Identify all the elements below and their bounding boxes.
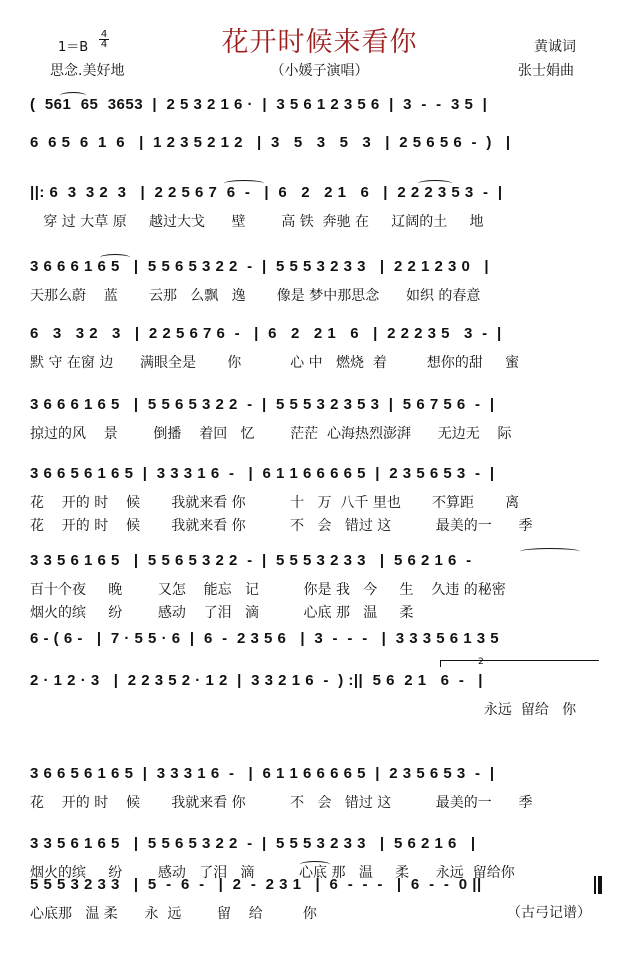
lyric-line: 天那么蔚 蓝 云那 么飘 逸 像是 梦中那思念 如织 的春意 bbox=[30, 288, 481, 304]
slur-mark bbox=[224, 180, 264, 187]
notation-line: ( 561 65 3653 | 2 5 3 2 1 6 · | 3 5 6 1 2 3 5 6 | 3 - - 3 5 | bbox=[30, 96, 488, 113]
lyric-line: 心底那 温 柔 永 远 留 给 你 bbox=[30, 906, 317, 922]
lyric-line-second-verse: 烟火的缤 纷 感动 了泪 滴 心底 那 温 柔 bbox=[30, 605, 414, 621]
transcriber-credit: （古弓记谱） bbox=[507, 905, 591, 921]
lyricist-credit: 黄诚词 bbox=[534, 39, 576, 55]
lyric-line: 永远 留给 你 bbox=[30, 702, 577, 718]
composer-credit: 张士娟曲 bbox=[518, 63, 574, 79]
notation-line: 6 - ( 6 - | 7 · 5 5 · 6 | 6 - 2 3 5 6 | 3 - - - | 3 3 3 5 6 1 3 5 bbox=[30, 630, 500, 647]
lyric-line: 花 开的 时 候 我就来看 你 不 会 错过 这 最美的一 季 bbox=[30, 795, 533, 811]
lyric-line: 百十个夜 晚 又怎 能忘 记 你是 我 今 生 久违 的秘密 bbox=[30, 582, 506, 598]
slur-mark bbox=[300, 861, 330, 868]
slur-mark bbox=[60, 92, 86, 99]
lyric-line: 花 开的 时 候 我就来看 你 十 万 八千 里也 不算距 离 bbox=[30, 495, 520, 511]
key-signature: 1＝B bbox=[58, 40, 89, 55]
notation-line: 5 5 5 3 2 3 3 | 5 - 6 - | 2 - 2 3 1 | 6 - - - | 6 - - 0 || bbox=[30, 876, 482, 893]
notation-line: ||: 6 3 3 2 3 | 2 2 5 6 7 6 - | 6 2 2 1 6 | 2 2 2 3 5 3 - | bbox=[30, 184, 503, 201]
notation-line: 3 6 6 5 6 1 6 5 | 3 3 3 1 6 - | 6 1 1 6 6 6 6 5 | 2 3 5 6 5 3 - | bbox=[30, 765, 495, 782]
notation-line: 3 3 5 6 1 6 5 | 5 5 6 5 3 2 2 - | 5 5 5 3 2 3 3 | 5 6 2 1 6 | bbox=[30, 835, 476, 852]
notation-line: 3 3 5 6 1 6 5 | 5 5 6 5 3 2 2 - | 5 5 5 3 2 3 3 | 5 6 2 1 6 - bbox=[30, 552, 482, 569]
lyric-line-second-verse: 花 开的 时 候 我就来看 你 不 会 错过 这 最美的一 季 bbox=[30, 518, 533, 534]
time-signature-top: 4 bbox=[100, 29, 108, 40]
lyric-line: 烟火的缤 纷 感动 了泪 滴 心底 那 温 柔 永远 留给你 bbox=[30, 865, 515, 881]
notation-line: 2 · 1 2 · 3 | 2 2 3 5 2 · 1 2 | 3 3 2 1 6 - ) :|| 5 6 2 1 6 - | bbox=[30, 672, 484, 689]
song-title: 花开时候来看你 bbox=[221, 27, 418, 58]
slur-mark bbox=[100, 254, 130, 261]
notation-line: 6 6 5 6 1 6 | 1 2 3 5 2 1 2 | 3 5 3 5 3 | 2 5 6 5 6 - ) | bbox=[30, 134, 511, 151]
notation-line: 3 6 6 6 1 6 5 | 5 5 6 5 3 2 2 - | 5 5 5 3 2 3 3 | 2 2 1 2 3 0 | bbox=[30, 258, 490, 275]
volta-bracket bbox=[440, 660, 599, 667]
notation-line: 3 6 6 6 1 6 5 | 5 5 6 5 3 2 2 - | 5 5 5 3 2 3 5 3 | 5 6 7 5 6 - | bbox=[30, 396, 495, 413]
lyric-line: 掠过的风 景 倒播 着回 忆 茫茫 心海热烈澎湃 无边无 际 bbox=[30, 426, 512, 442]
lyric-line: 穿 过 大草 原 越过大戈 壁 高 铁 奔驰 在 辽阔的土 地 bbox=[30, 214, 484, 230]
tempo-mood: 思念.美好地 bbox=[50, 63, 125, 79]
slur-mark bbox=[520, 548, 580, 555]
volta-number: 2 bbox=[478, 657, 484, 667]
final-barline-thick bbox=[598, 876, 602, 894]
final-barline bbox=[594, 876, 596, 894]
notation-line: 3 6 6 5 6 1 6 5 | 3 3 3 1 6 - | 6 1 1 6 6 6 6 5 | 2 3 5 6 5 3 - | bbox=[30, 465, 495, 482]
time-signature-bottom: 4 bbox=[100, 39, 108, 50]
slur-mark bbox=[418, 180, 452, 187]
singer-credit: （小媛子演唱） bbox=[270, 63, 369, 79]
lyric-line: 默 守 在窗 边 满眼全是 你 心 中 燃烧 着 想你的甜 蜜 bbox=[30, 355, 520, 371]
notation-line: 6 3 3 2 3 | 2 2 5 6 7 6 - | 6 2 2 1 6 | 2 2 2 3 5 3 - | bbox=[30, 325, 502, 342]
time-signature bbox=[99, 30, 109, 49]
